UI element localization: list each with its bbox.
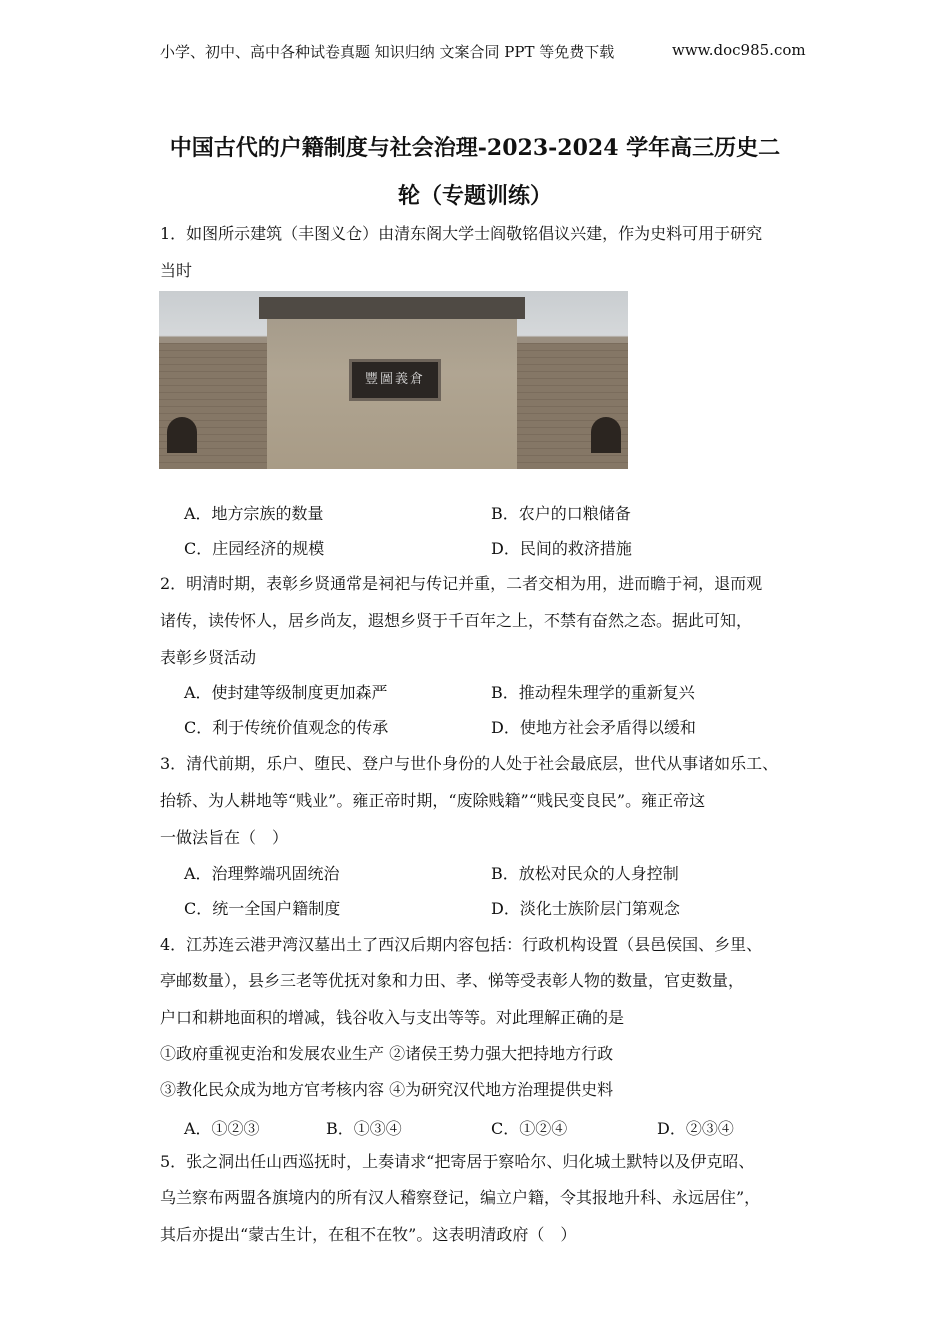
- granary-photo: [159, 291, 628, 469]
- q5-line: 5．张之洞出任山西巡抚时，上奏请求“把寄居于察哈尔、归化城土默特以及伊克昭、: [160, 1152, 755, 1171]
- q2-option-d: D．使地方社会矛盾得以缓和: [491, 718, 696, 737]
- doc-title-line2: 轮（专题训练）: [397, 183, 552, 209]
- header-tagline: 小学、初中、高中各种试卷真题 知识归纳 文案合同 PPT 等免费下载: [160, 43, 615, 61]
- q3-option-b: B．放松对民众的人身控制: [491, 864, 679, 883]
- granary-plaque: 豐圖義倉: [349, 359, 441, 401]
- q1-option-c: C．庄园经济的规模: [184, 539, 325, 558]
- wall-arch: [167, 417, 197, 453]
- q4-option-d: D．②③④: [657, 1119, 734, 1138]
- q2-option-a: A．使封建等级制度更加森严: [184, 683, 388, 702]
- q2-line: 表彰乡贤活动: [160, 648, 257, 667]
- q4-statement: ③教化民众成为地方官考核内容 ④为研究汉代地方治理提供史料: [160, 1080, 614, 1099]
- q3-line: 一做法旨在（ ）: [160, 828, 289, 847]
- q3-line: 3．清代前期，乐户、堕民、登户与世仆身份的人处于社会最底层，世代从事诸如乐工、: [160, 754, 779, 773]
- q2-option-c: C．利于传统价值观念的传承: [184, 718, 389, 737]
- q4-option-a: A．①②③: [184, 1119, 260, 1138]
- q3-option-d: D．淡化士族阶层门第观念: [491, 899, 680, 918]
- q5-line: 其后亦提出“蒙古生计，在租不在牧”。这表明清政府（ ）: [160, 1225, 577, 1244]
- q3-option-c: C．统一全国户籍制度: [184, 899, 341, 918]
- q4-line: 亭邮数量），县乡三老等优抚对象和力田、孝、悌等受表彰人物的数量，官吏数量，: [160, 971, 745, 990]
- q2-line: 诸传，读传怀人，居乡尚友，遐想乡贤于千百年之上，不禁有奋然之态。据此可知，: [160, 611, 753, 630]
- q1-line: 当时: [160, 261, 193, 280]
- q4-line: 4．江苏连云港尹湾汉墓出土了西汉后期内容包括：行政机构设置（县邑侯国、乡里、: [160, 935, 763, 954]
- q4-option-c: C．①②④: [491, 1119, 568, 1138]
- q4-option-b: B．①③④: [326, 1119, 402, 1138]
- q2-option-b: B．推动程朱理学的重新复兴: [491, 683, 695, 702]
- q4-statement: ①政府重视吏治和发展农业生产 ②诸侯王势力强大把持地方行政: [160, 1044, 614, 1063]
- q1-line: 1．如图所示建筑（丰图义仓）由清东阁大学士阎敬铭倡议兴建，作为史料可用于研究: [160, 224, 763, 243]
- header-url[interactable]: www.doc985.com: [672, 41, 806, 59]
- q1-option-d: D．民间的救济措施: [491, 539, 632, 558]
- q2-line: 2．明清时期，表彰乡贤通常是祠祀与传记并重，二者交相为用，进而瞻于祠，退而观: [160, 574, 763, 593]
- q4-line: 户口和耕地面积的增减，钱谷收入与支出等等。对此理解正确的是: [160, 1008, 625, 1027]
- q3-option-a: A．治理弊端巩固统治: [184, 864, 340, 883]
- q5-line: 乌兰察布两盟各旗境内的所有汉人稽察登记，编立户籍，令其报地升科、永远居住”，: [160, 1188, 761, 1207]
- q1-option-b: B．农户的口粮储备: [491, 504, 631, 523]
- doc-title-line1: 中国古代的户籍制度与社会治理-2023-2024 学年高三历史二: [169, 135, 781, 161]
- q3-line: 抬轿、为人耕地等“贱业”。雍正帝时期，“废除贱籍”“贱民变良民”。雍正帝这: [160, 791, 706, 810]
- tower-roof: [259, 297, 525, 319]
- wall-arch: [591, 417, 621, 453]
- q1-option-a: A．地方宗族的数量: [184, 504, 324, 523]
